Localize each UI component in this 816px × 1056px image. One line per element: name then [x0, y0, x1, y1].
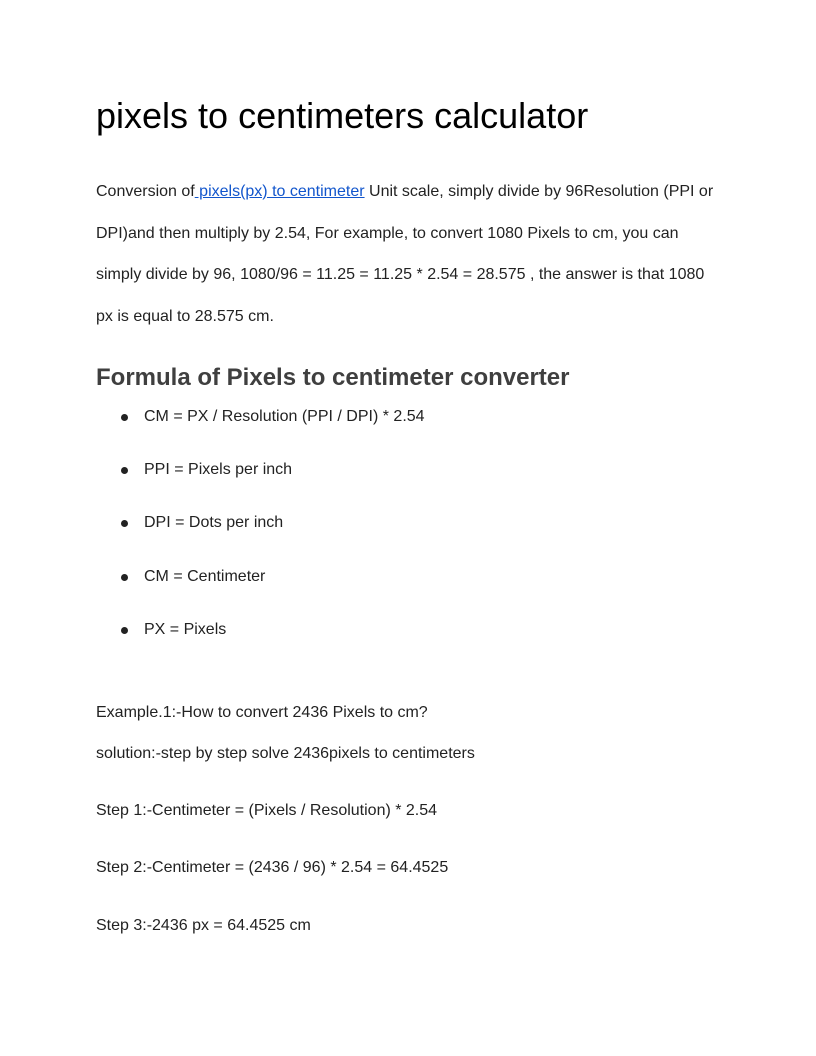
formula-heading: Formula of Pixels to centimeter converter: [96, 364, 570, 391]
bullet-icon: [121, 467, 128, 474]
example-solution: solution:-step by step solve 2436pixels to centimeters: [96, 745, 475, 762]
bullet-icon: [121, 414, 128, 421]
bullet-icon: [121, 627, 128, 634]
example-step-2: Step 2:-Centimeter = (2436 / 96) * 2.54 = 64.4525: [96, 859, 449, 876]
bullet-icon: [121, 520, 128, 527]
formula-item: [96, 407, 425, 460]
formula-item-text: CM = PX / Resolution (PPI / DPI) * 2.54: [144, 408, 425, 425]
formula-item: [96, 513, 425, 566]
intro-paragraph: [96, 171, 720, 337]
example-step-3: Step 3:-2436 px = 64.4525 cm: [96, 917, 311, 934]
bullet-icon: [121, 574, 128, 581]
formula-list: [96, 407, 425, 673]
formula-item: [96, 567, 425, 620]
formula-item: [96, 460, 425, 513]
formula-item-text: PX = Pixels: [144, 620, 227, 638]
example-question: Example.1:-How to convert 2436 Pixels to cm?: [96, 704, 428, 721]
formula-item: [96, 620, 425, 673]
intro-prefix: Conversion of: [96, 183, 195, 200]
formula-item-text: PPI = Pixels per inch: [144, 461, 293, 479]
formula-item-text: DPI = Dots per inch: [144, 514, 284, 532]
pixels-to-centimeter-link[interactable]: pixels(px) to centimeter: [194, 183, 365, 200]
example-step-1: Step 1:-Centimeter = (Pixels / Resolution) * 2.54: [96, 802, 438, 819]
page-title: pixels to centimeters calculator: [96, 95, 589, 136]
formula-item-text: CM = Centimeter: [144, 567, 266, 585]
intro-suffix: Unit scale, simply divide by 96Resolution (PPI or DPI)and then multiply by 2.54, For example, to convert 1080 Pixels to cm, you can simply divide by 96, 1080/96 = 11.25 = 11.25 * 2.54 = 28.575 , the answer is that 1080 px is equal to 28.575 cm.: [96, 183, 714, 325]
